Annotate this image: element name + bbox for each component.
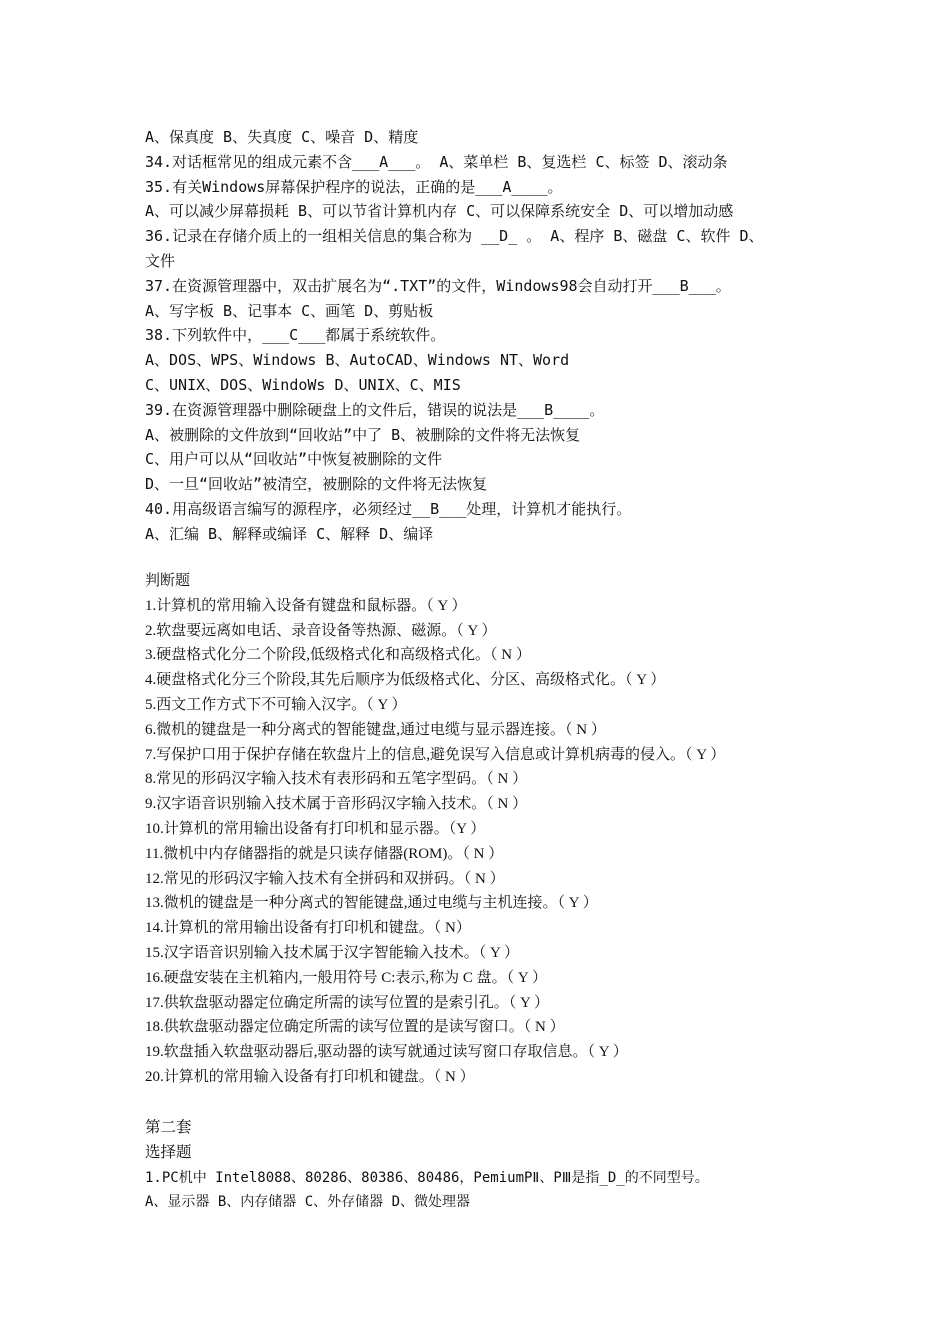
text-line: 1.PC机中 Intel8088、80286、80386、80486，PemiumPⅡ、PⅢ是指_D_的不同型号。 [145,1169,709,1186]
text-line: A、可以减少屏幕损耗 B、可以节省计算机内存 C、可以保障系统安全 D、可以增加动感 [145,202,734,221]
text-line: A、显示器 B、内存储器 C、外存储器 D、微处理器 [145,1194,470,1211]
text-line: A、写字板 B、记事本 C、画笔 D、剪贴板 [145,301,434,320]
judgment-item: 3.硬盘格式化分二个阶段,低级格式化和高级格式化。（ N ） [145,647,531,664]
judgment-item: 1.计算机的常用输入设备有键盘和鼠标器。（ Y ） [145,597,467,614]
judgment-item: 2.软盘要远离如电话、录音设备等热源、磁源。（ Y ） [145,622,497,639]
judgment-item: 20.计算机的常用输入设备有打印机和键盘。（ N ） [145,1068,475,1085]
judgment-item: 18.供软盘驱动器定位确定所需的读写位置的是读写窗口。（ N ） [145,1019,565,1036]
judgment-section [145,569,845,1090]
judgment-item: 17.供软盘驱动器定位确定所需的读写位置的是索引孔。（ Y ） [145,994,550,1011]
judgment-item: 15.汉字语音识别输入技术属于汉字智能输入技术。（ Y ） [145,944,520,961]
section-heading: 选择题 [145,1143,192,1161]
judgment-item: 4.硬盘格式化分三个阶段,其先后顺序为低级格式化、分区、高级格式化。（ Y ） [145,672,666,689]
judgment-item: 19.软盘插入软盘驱动器后,驱动器的读写就通过读写窗口存取信息。（ Y ） [145,1044,628,1061]
judgment-item: 11.微机中内存储器指的就是只读存储器(ROM)。（ N ） [145,845,504,862]
judgment-item: 6.微机的键盘是一种分离式的智能键盘,通过电缆与显示器连接。（ N ） [145,721,606,738]
text-line: A、汇编 B、解释或编译 C、解释 D、编译 [145,524,434,543]
text-line: 39.在资源管理器中删除硬盘上的文件后，错误的说法是___B____。 [145,400,605,419]
text-line: A、保真度 B、失真度 C、噪音 D、精度 [145,128,419,146]
text-line: C、用户可以从“回收站”中恢复被删除的文件 [145,450,443,469]
second-set-section [145,1116,845,1215]
text-line: 38.下列软件中，___C___都属于系统软件。 [145,326,446,345]
set-heading: 第二套 [145,1119,192,1136]
judgment-item: 8.常见的形码汉字输入技术有表形码和五笔字型码。（ N ） [145,771,528,788]
text-line: 文件 [145,251,176,270]
judgment-item: 5.西文工作方式下不可输入汉字。（ Y ） [145,696,407,713]
judgment-item: 12.常见的形码汉字输入技术有全拼码和双拼码。（ N ） [145,870,505,887]
text-line: 34.对话框常见的组成元素不含___A___。 A、菜单栏 B、复选栏 C、标签 D、滚动条 [145,152,728,171]
judgment-item: 16.硬盘安装在主机箱内,一般用符号 C:表示,称为 C 盘。（ Y ） [145,969,547,986]
text-line: 40.用高级语言编写的源程序，必须经过__B___处理，计算机才能执行。 [145,499,632,518]
judgment-item: 14.计算机的常用输出设备有打印机和键盘。（ N） [145,920,471,937]
choice-questions-block [145,125,845,547]
judgment-item: 9.汉字语音识别输入技术属于音形码汉字输入技术。（ N ） [145,796,528,813]
text-line: C、UNIX、DOS、WindoWs D、UNIX、C、MIS [145,375,461,394]
text-line: A、被删除的文件放到“回收站”中了 B、被删除的文件将无法恢复 [145,425,581,444]
text-line: 37.在资源管理器中，双击扩展名为“.TXT”的文件，Windows98会自动打开___B___。 [145,276,731,295]
text-line: 36.记录在存储介质上的一组相关信息的集合称为 __D_ 。 A、程序 B、磁盘 C、软件 D、 [145,227,764,246]
text-line: 35.有关Windows屏幕保护程序的说法，正确的是___A____。 [145,177,563,196]
text-line: D、一旦“回收站”被清空，被删除的文件将无法恢复 [145,475,488,494]
judgment-item: 10.计算机的常用输出设备有打印机和显示器。（Y ） [145,820,486,837]
text-line: A、DOS、WPS、Windows B、AutoCAD、Windows NT、Word [145,351,570,370]
judgment-item: 7.写保护口用于保护存储在软盘片上的信息,避免误写入信息或计算机病毒的侵入。（ Y ） [145,746,726,763]
judgment-item: 13.微机的键盘是一种分离式的智能键盘,通过电缆与主机连接。（ Y ） [145,895,598,912]
section-heading: 判断题 [145,573,191,589]
